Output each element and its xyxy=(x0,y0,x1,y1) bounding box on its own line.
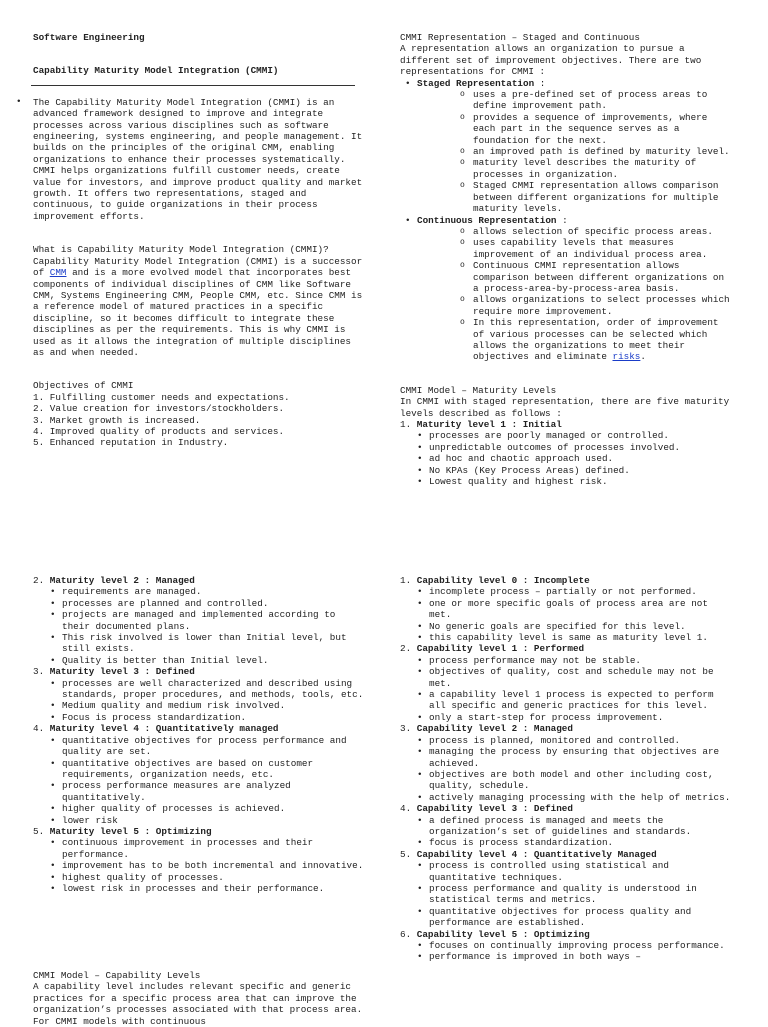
maturity-level-5-items xyxy=(33,837,368,894)
objectives-title: Objectives of CMMI xyxy=(33,380,134,392)
list-item xyxy=(473,317,735,363)
list-item: • processes are poorly managed or controlled. xyxy=(429,430,735,441)
list-item: • processes are planned and controlled. xyxy=(62,598,368,609)
continuous-items xyxy=(417,226,735,363)
capability-level-5-heading xyxy=(400,929,735,940)
list-item: • a defined process is managed and meets the organization’s set of guidelines and standards. xyxy=(429,815,735,838)
what-is-answer xyxy=(33,256,363,359)
level-number: 2. xyxy=(33,575,50,586)
list-item: • Quality is better than Initial level. xyxy=(62,655,368,666)
capability-level-0-items xyxy=(400,586,735,643)
level-number: 4. xyxy=(400,803,417,815)
maturity-level-2-heading xyxy=(33,575,368,586)
list-item: • incomplete process – partially or not performed. xyxy=(429,586,735,597)
continuous-representation xyxy=(417,215,735,363)
list-item: o uses capability levels that measures improvement of an individual process area. xyxy=(473,237,735,260)
list-item: • processes are well characterized and described using standards, proper procedures, and methods, tools, etc. xyxy=(62,678,368,701)
list-item: • Lowest quality and highest risk. xyxy=(429,476,735,487)
level-number: 5. xyxy=(33,825,50,837)
maturity-level-3-items xyxy=(33,678,368,724)
right-column-top xyxy=(400,32,735,487)
what-is-answer-part2: and is a more evolved model that incorporates best components of individual disciplines of CMM like Software CMM, Systems Engineering CMM, People CMM, etc. Since CMM is a reference model of matured practices in a specific discipline, so it becomes difficult to integrate these disciplines as per the requirements. This is why CMMI is used as it allows the integration of multiple disciplines as and when needed. xyxy=(33,267,363,358)
capability-level-4-items xyxy=(400,860,735,928)
representation-intro: A representation allows an organization to pursue a different set of improvement objectives. There are two representations for CMMI : xyxy=(400,43,702,78)
list-item: • focus is process standardization. xyxy=(429,837,735,848)
maturity-level-3-heading xyxy=(33,666,368,677)
capability-level-3-items xyxy=(400,815,735,849)
list-item: • only a start-step for process improvement. xyxy=(429,712,735,723)
list-item: • lowest risk in processes and their performance. xyxy=(62,883,368,894)
list-item: o Staged CMMI representation allows comparison between different organizations for multiple maturity levels. xyxy=(473,180,735,214)
level-label: Capability level 1 : Performed xyxy=(416,643,585,655)
level-label: Capability level 4 : Quantitatively Managed xyxy=(416,848,657,860)
list-item: • unpredictable outcomes of processes involved. xyxy=(429,442,735,453)
maturity-levels-title: CMMI Model – Maturity Levels xyxy=(400,384,557,396)
list-item: • process performance measures are analyzed quantitatively. xyxy=(62,780,368,803)
list-item: • process performance and quality is understood in statistical terms and metrics. xyxy=(429,883,735,906)
list-item: • objectives of quality, cost and schedule may not be met. xyxy=(429,666,735,689)
maturity-level-2-items xyxy=(33,586,368,666)
risks-link[interactable]: risks xyxy=(612,351,641,363)
staged-representation xyxy=(417,78,735,215)
list-item: • highest quality of processes. xyxy=(62,872,368,883)
list-item: o uses a pre-defined set of process areas to define improvement path. xyxy=(473,89,735,112)
objective-item: 3. Market growth is increased. xyxy=(33,414,201,426)
page-title: Capability Maturity Model Integration (CMMI) xyxy=(33,65,279,77)
left-column-bottom xyxy=(33,575,368,894)
capability-level-1-items xyxy=(400,655,735,723)
level-number: 5. xyxy=(400,848,417,860)
objective-item: 2. Value creation for investors/stockholders. xyxy=(33,403,285,415)
list-item: • process is controlled using statistical and quantitative techniques. xyxy=(429,860,735,883)
list-item: • performance is improved in both ways – xyxy=(429,951,735,962)
representation-title: CMMI Representation – Staged and Continuous xyxy=(400,32,640,43)
what-is-answer-part1: Capability Maturity Model Integration (CMMI) is a successor of xyxy=(33,255,363,279)
list-item: o an improved path is defined by maturity level. xyxy=(473,146,735,157)
level-label: Maturity level 2 : Managed xyxy=(49,575,195,586)
level-number: 6. xyxy=(400,928,417,940)
maturity-level-4-heading xyxy=(33,723,368,734)
capability-level-0-heading xyxy=(400,575,735,586)
level-number: 1. xyxy=(400,575,417,586)
list-item: • objectives are both model and other including cost, quality, schedule. xyxy=(429,769,735,792)
level-label: Capability level 0 : Incomplete xyxy=(416,575,590,586)
staged-items xyxy=(417,89,735,214)
level-number: 3. xyxy=(400,723,417,735)
objective-item: 4. Improved quality of products and services. xyxy=(33,425,285,437)
list-item: • one or more specific goals of process area are not met. xyxy=(429,598,735,621)
objective-item: 5. Enhanced reputation in Industry. xyxy=(33,437,229,449)
what-is-question: What is Capability Maturity Model Integration (CMMI)? xyxy=(33,244,329,256)
list-item: • Focus is process standardization. xyxy=(62,712,368,723)
maturity-level-1-heading xyxy=(400,419,735,430)
continuous-label: Continuous Representation xyxy=(417,214,557,226)
capability-levels-intro: A capability level includes relevant specific and generic practices for a specific process area that can improve the organization’s processes associated with that process area. For CMMI models with continuous xyxy=(33,981,363,1027)
list-item: • managing the process by ensuring that objectives are achieved. xyxy=(429,746,735,769)
continuous-suffix: : xyxy=(556,214,568,226)
level-number: 2. xyxy=(400,643,417,655)
title-divider xyxy=(31,85,355,86)
list-item: • focuses on continually improving process performance. xyxy=(429,940,735,951)
list-item: • lower risk xyxy=(62,815,368,826)
list-item: • process is planned, monitored and controlled. xyxy=(429,735,735,746)
list-item: • No KPAs (Key Process Areas) defined. xyxy=(429,465,735,476)
list-item: • quantitative objectives for process performance and quality are set. xyxy=(62,735,368,758)
cmm-link[interactable]: CMM xyxy=(49,267,67,279)
list-item: • ad hoc and chaotic approach used. xyxy=(429,453,735,464)
list-item: o allows organizations to select processes which require more improvement. xyxy=(473,294,735,317)
level-label: Maturity level 5 : Optimizing xyxy=(49,825,212,837)
list-item: • projects are managed and implemented according to their documented plans. xyxy=(62,609,368,632)
list-item: • quantitative objectives for process quality and performance are established. xyxy=(429,906,735,929)
list-item: • quantitative objectives are based on customer requirements, organization needs, etc. xyxy=(62,758,368,781)
level-number: 4. xyxy=(33,723,50,735)
subject-heading: Software Engineering xyxy=(33,32,145,43)
capability-levels-title: CMMI Model – Capability Levels xyxy=(33,970,201,981)
list-item-end: . xyxy=(640,351,646,363)
maturity-level-1-items xyxy=(400,430,735,487)
capability-level-4-heading xyxy=(400,849,735,860)
list-item-text: In this representation, order of improvement of various processes can be selected which allows the organizations to meet their objectives and eliminate xyxy=(473,317,719,363)
objective-item: 1. Fulfilling customer needs and expectations. xyxy=(33,391,290,403)
list-item: • No generic goals are specified for this level. xyxy=(429,621,735,632)
level-label: Capability level 5 : Optimizing xyxy=(416,928,590,940)
level-label: Maturity level 4 : Quantitatively managed xyxy=(49,723,279,735)
staged-suffix: : xyxy=(534,77,546,89)
list-item: • requirements are managed. xyxy=(62,586,368,597)
intro-paragraph: The Capability Maturity Model Integration (CMMI) is an advanced framework designed to improve and integrate processes across various disciplines such as software engineering, systems engineering, and people management. It builds on the principles of the original CMM, enabling organizations to enhance their processes systematically. CMMI helps organizations fulfill customer needs, create value for investors, and improve product quality and market growth. It offers two representations, staged and continuous, to guide organizations in their process improvement efforts. xyxy=(33,96,363,222)
level-label: Maturity level 3 : Defined xyxy=(49,666,195,678)
list-item: • a capability level 1 process is expected to perform all specific and generic practices for this level. xyxy=(429,689,735,712)
list-item: • Medium quality and medium risk involved. xyxy=(62,700,368,711)
stray-bullet: • xyxy=(16,96,22,107)
staged-label: Staged Representation xyxy=(417,77,535,89)
list-item: • higher quality of processes is achieved. xyxy=(62,803,368,814)
list-item: o allows selection of specific process areas. xyxy=(473,226,735,237)
capability-levels-section xyxy=(33,970,368,1027)
list-item: • This risk involved is lower than Initial level, but still exists. xyxy=(62,632,368,655)
level-label: Capability level 2 : Managed xyxy=(416,723,573,735)
list-item: o Continuous CMMI representation allows comparison between different organizations on a process-area-by-process-area basis. xyxy=(473,260,735,294)
list-item: o provides a sequence of improvements, where each part in the sequence serves as a foundation for the next. xyxy=(473,112,735,146)
capability-level-2-items xyxy=(400,735,735,803)
level-number: 1. xyxy=(400,419,417,430)
list-item: • continuous improvement in processes and their performance. xyxy=(62,837,368,860)
level-label: Maturity level 1 : Initial xyxy=(416,419,562,430)
representation-list xyxy=(400,78,735,363)
level-number: 3. xyxy=(33,666,50,678)
capability-level-2-heading xyxy=(400,723,735,734)
list-item: • process performance may not be stable. xyxy=(429,655,735,666)
left-column-top xyxy=(16,32,363,449)
maturity-level-5-heading xyxy=(33,826,368,837)
list-item: • actively managing processing with the help of metrics. xyxy=(429,792,735,803)
maturity-levels-intro: In CMMI with staged representation, there are five maturity levels described as follows : xyxy=(400,396,730,419)
right-column-bottom xyxy=(400,575,735,963)
capability-level-3-heading xyxy=(400,803,735,814)
level-label: Capability level 3 : Defined xyxy=(416,803,573,815)
list-item: o maturity level describes the maturity of processes in organization. xyxy=(473,157,735,180)
list-item: • improvement has to be both incremental and innovative. xyxy=(62,860,368,871)
list-item: • this capability level is same as maturity level 1. xyxy=(429,632,735,643)
capability-level-5-items xyxy=(400,940,735,963)
maturity-level-4-items xyxy=(33,735,368,826)
capability-level-1-heading xyxy=(400,643,735,654)
